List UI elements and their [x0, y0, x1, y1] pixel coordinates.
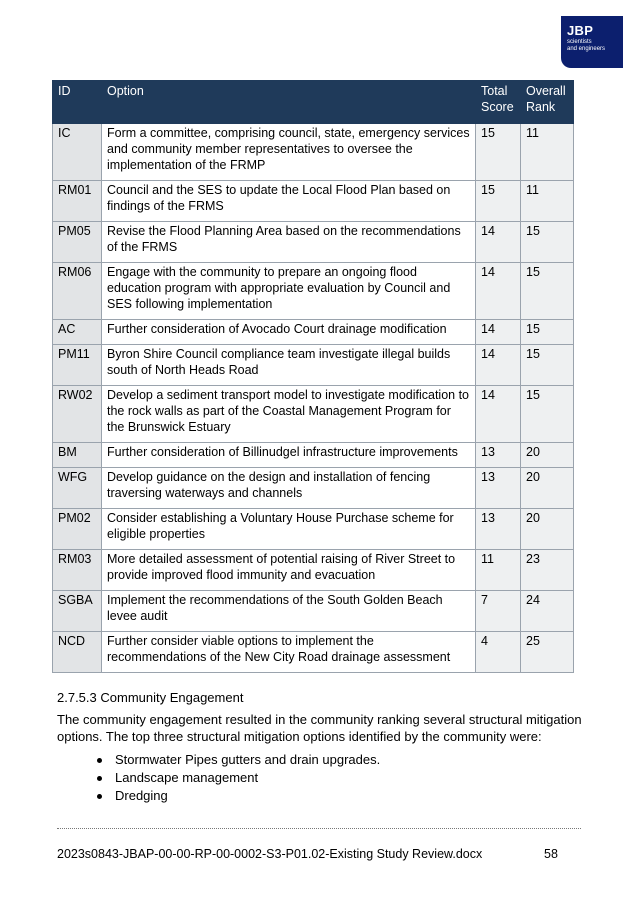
row-rank-cell: 11 [521, 181, 574, 222]
bullet-text: Dredging [115, 788, 168, 803]
row-score-cell: 15 [476, 124, 521, 181]
row-rank-cell: 15 [521, 263, 574, 320]
row-rank-cell: 15 [521, 345, 574, 386]
bullet-text: Stormwater Pipes gutters and drain upgrades. [115, 752, 381, 767]
row-rank-cell: 23 [521, 550, 574, 591]
bullet-icon [97, 776, 102, 781]
header-id: ID [53, 81, 102, 124]
table-row [53, 124, 574, 181]
bullet-text: Landscape management [115, 770, 259, 785]
row-id-cell: NCD [53, 632, 102, 673]
row-option-cell: Council and the SES to update the Local Flood Plan based on findings of the FRMS [102, 181, 476, 222]
header-score-line-1: Total [481, 84, 508, 98]
row-id-cell: RW02 [53, 386, 102, 443]
row-option-cell: Develop a sediment transport model to investigate modification to the rock walls as part of the Coastal Management Program for the Brunswick Estuary [102, 386, 476, 443]
company-logo [561, 16, 623, 68]
footer-divider [57, 828, 581, 829]
row-score-cell: 13 [476, 443, 521, 468]
row-id-cell: PM11 [53, 345, 102, 386]
row-id-cell: WFG [53, 468, 102, 509]
row-score-cell: 14 [476, 263, 521, 320]
row-rank-cell: 20 [521, 468, 574, 509]
table-row [53, 509, 574, 550]
row-option-cell: Further consider viable options to implement the recommendations of the New City Road drainage assessment [102, 632, 476, 673]
row-id-cell: AC [53, 320, 102, 345]
row-score-cell: 14 [476, 386, 521, 443]
table-row [53, 468, 574, 509]
row-option-cell: Revise the Flood Planning Area based on the recommendations of the FRMS [102, 222, 476, 263]
row-option-cell: Byron Shire Council compliance team investigate illegal builds south of North Heads Road [102, 345, 476, 386]
table-row [53, 181, 574, 222]
row-option-cell: Consider establishing a Voluntary House Purchase scheme for eligible properties [102, 509, 476, 550]
row-rank-cell: 15 [521, 222, 574, 263]
row-score-cell: 15 [476, 181, 521, 222]
row-score-cell: 7 [476, 591, 521, 632]
logo-tagline-2: and engineers [567, 45, 606, 52]
row-option-cell: Engage with the community to prepare an ongoing flood education program with appropriate evaluation by Council and SES following implementation [102, 263, 476, 320]
row-option-cell: More detailed assessment of potential raising of River Street to provide improved flood immunity and evacuation [102, 550, 476, 591]
list-item [57, 769, 380, 787]
section-heading: 2.7.5.3 Community Engagement [57, 690, 244, 705]
row-option-cell: Further consideration of Billinudgel infrastructure improvements [102, 443, 476, 468]
options-table [52, 80, 574, 673]
row-rank-cell: 20 [521, 509, 574, 550]
table-row [53, 345, 574, 386]
row-score-cell: 4 [476, 632, 521, 673]
header-score-line-2: Score [481, 100, 514, 114]
table-row [53, 320, 574, 345]
row-id-cell: RM03 [53, 550, 102, 591]
table-row [53, 263, 574, 320]
row-score-cell: 11 [476, 550, 521, 591]
logo-tagline-1: scientists [567, 39, 592, 45]
bullet-icon [97, 794, 102, 799]
bullet-list [57, 751, 380, 805]
table-row [53, 632, 574, 673]
footer-page-number: 58 [544, 847, 558, 861]
table-header-row [53, 81, 574, 124]
header-option: Option [102, 81, 476, 124]
row-score-cell: 13 [476, 509, 521, 550]
row-id-cell: SGBA [53, 591, 102, 632]
row-option-cell: Further consideration of Avocado Court drainage modification [102, 320, 476, 345]
row-id-cell: RM01 [53, 181, 102, 222]
row-score-cell: 13 [476, 468, 521, 509]
table-row [53, 591, 574, 632]
row-rank-cell: 20 [521, 443, 574, 468]
logo-brand: JBP [567, 23, 594, 38]
list-item [57, 751, 380, 769]
row-id-cell: BM [53, 443, 102, 468]
table-row [53, 222, 574, 263]
row-id-cell: RM06 [53, 263, 102, 320]
header-overall-rank [521, 81, 574, 124]
table-row [53, 443, 574, 468]
row-id-cell: IC [53, 124, 102, 181]
table-row [53, 550, 574, 591]
list-item [57, 787, 380, 805]
row-rank-cell: 25 [521, 632, 574, 673]
table-row [53, 386, 574, 443]
header-rank-line-1: Overall [526, 84, 566, 98]
row-option-cell: Form a committee, comprising council, state, emergency services and community member representatives to oversee the implementation of the FRMP [102, 124, 476, 181]
row-score-cell: 14 [476, 222, 521, 263]
row-id-cell: PM02 [53, 509, 102, 550]
footer-document-name: 2023s0843-JBAP-00-00-RP-00-0002-S3-P01.02-Existing Study Review.docx [57, 847, 483, 861]
header-rank-line-2: Rank [526, 100, 556, 114]
section-paragraph: The community engagement resulted in the community ranking several structural mitigation options. The top three structural mitigation options identified by the community were: [57, 712, 582, 744]
row-rank-cell: 11 [521, 124, 574, 181]
header-total-score [476, 81, 521, 124]
row-id-cell: PM05 [53, 222, 102, 263]
bullet-icon [97, 758, 102, 763]
row-score-cell: 14 [476, 320, 521, 345]
row-rank-cell: 15 [521, 386, 574, 443]
row-option-cell: Develop guidance on the design and installation of fencing traversing waterways and channels [102, 468, 476, 509]
row-rank-cell: 15 [521, 320, 574, 345]
row-rank-cell: 24 [521, 591, 574, 632]
row-score-cell: 14 [476, 345, 521, 386]
row-option-cell: Implement the recommendations of the South Golden Beach levee audit [102, 591, 476, 632]
